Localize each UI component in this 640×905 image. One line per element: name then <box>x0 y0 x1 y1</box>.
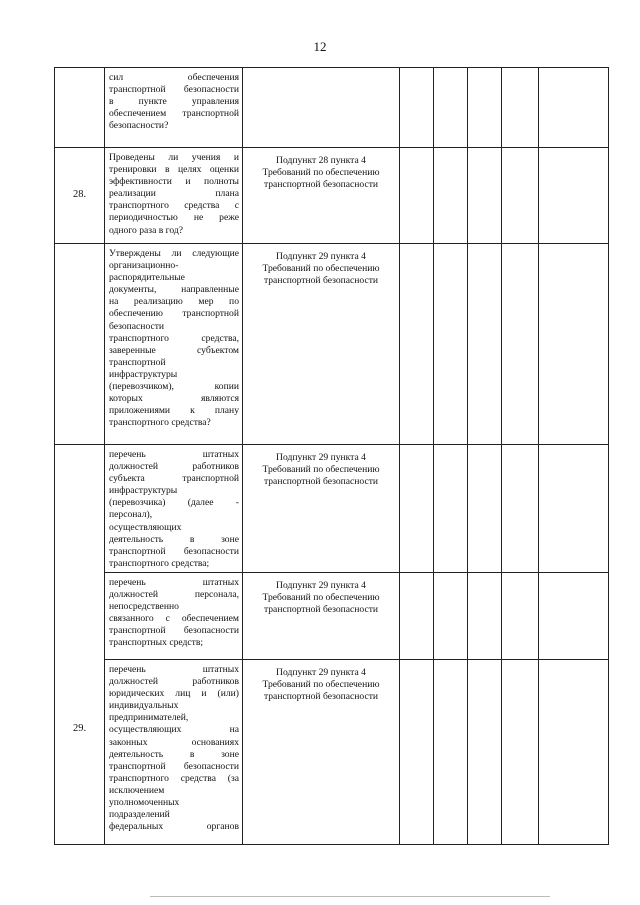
empty-cell <box>400 244 434 445</box>
question-text-line: Проведены ли учения и <box>109 152 239 163</box>
legal-basis-line <box>243 155 399 167</box>
scan-artifact-line <box>150 896 550 897</box>
question-text-line: Утверждены ли следующие <box>109 248 239 259</box>
question-text-line: деятельность в зоне <box>109 533 239 545</box>
row-number-cell <box>55 244 105 445</box>
checklist-table <box>54 67 609 845</box>
basis-item-number: 29 <box>318 666 329 678</box>
legal-basis-cell <box>243 68 400 148</box>
row-number-cell <box>55 68 105 148</box>
legal-basis-line: Требований по обеспечению <box>262 679 380 691</box>
question-text-line: подразделений <box>109 809 170 821</box>
question-text-line: осуществляющих <box>109 521 182 533</box>
basis-item-number: 28 <box>318 155 329 166</box>
question-text-line: которых являются <box>109 393 239 405</box>
empty-cell <box>539 572 609 659</box>
empty-cell <box>434 572 468 659</box>
question-text-line: юридических лиц и (или) <box>109 688 239 700</box>
question-cell <box>105 445 243 573</box>
question-text-line: непосредственно <box>109 601 179 613</box>
basis-clause: пункта 4 <box>330 666 366 678</box>
question-text-line: транспортного средства с <box>109 200 239 212</box>
question-text-line: перечень штатных <box>109 576 239 588</box>
question-text-line: деятельность в зоне <box>109 748 239 760</box>
basis-clause: пункта 4 <box>330 579 366 591</box>
empty-cell <box>400 659 434 844</box>
legal-basis-cell <box>243 445 400 573</box>
question-text-line: транспортных средств; <box>109 637 204 649</box>
question-cell <box>105 148 243 244</box>
row-number-cell <box>55 148 105 244</box>
table-row <box>55 445 609 573</box>
empty-cell <box>434 659 468 844</box>
legal-basis-line: Требований по обеспечению <box>262 592 380 604</box>
basis-clause: пункта 4 <box>330 155 366 166</box>
legal-basis-line <box>243 452 399 464</box>
empty-cell <box>502 445 539 573</box>
question-text-line: перечень штатных <box>109 449 239 460</box>
table-row <box>55 572 609 659</box>
legal-basis-line <box>243 580 399 592</box>
row-number-cell <box>55 445 105 845</box>
question-cell <box>105 659 243 844</box>
empty-cell <box>468 148 502 244</box>
empty-cell <box>502 572 539 659</box>
empty-cell <box>539 659 609 844</box>
empty-cell <box>434 68 468 148</box>
question-text-line: транспортного средства; <box>109 557 210 569</box>
question-text-line: должностей работников <box>109 676 239 688</box>
question-text-line: обеспечению транспортной <box>109 308 239 320</box>
empty-cell <box>468 68 502 148</box>
empty-cell <box>539 445 609 573</box>
legal-basis-line: транспортной безопасности <box>263 275 379 287</box>
basis-word: Подпункт <box>276 666 317 678</box>
empty-cell <box>502 244 539 445</box>
question-text-line: должностей персонала, <box>109 589 239 601</box>
question-cell <box>105 244 243 445</box>
question-text-line: субъекта транспортной <box>109 473 239 485</box>
empty-cell <box>539 148 609 244</box>
question-text-line: распорядительные <box>109 272 185 284</box>
empty-cell <box>539 244 609 445</box>
question-text-line: (перевозчиком), копии <box>109 381 239 393</box>
empty-cell <box>434 148 468 244</box>
legal-basis-cell <box>243 244 400 445</box>
question-text-line: обеспечением транспортной <box>109 108 239 120</box>
legal-basis-line <box>243 667 399 679</box>
question-text-line: тренировки в целях оценки <box>109 164 239 176</box>
question-text-line: исключением <box>109 784 165 796</box>
legal-basis-line: транспортной безопасности <box>263 691 379 703</box>
question-text-line: осуществляющих на <box>109 724 239 736</box>
empty-cell <box>400 572 434 659</box>
question-text-line: законных основаниях <box>109 736 239 748</box>
legal-basis-line: транспортной безопасности <box>263 179 379 191</box>
row-number: 29. <box>72 723 87 735</box>
question-text-line: реализации плана <box>109 188 239 200</box>
question-text-line: транспортного средства, <box>109 332 239 344</box>
question-text-line: безопасности <box>109 320 165 332</box>
question-text-line: в пункте управления <box>109 96 239 108</box>
basis-item-number: 29 <box>318 452 329 463</box>
question-text-line: сил обеспечения <box>109 72 239 83</box>
basis-clause: пункта 4 <box>330 251 366 262</box>
legal-basis-line: Требований по обеспечению <box>262 263 380 275</box>
question-text-line: приложениями к плану <box>109 405 239 417</box>
question-text-line: транспортной <box>109 356 166 368</box>
legal-basis-line <box>243 251 399 263</box>
question-cell <box>105 572 243 659</box>
legal-basis-line: транспортной безопасности <box>263 476 379 488</box>
empty-cell <box>468 659 502 844</box>
empty-cell <box>434 244 468 445</box>
basis-word: Подпункт <box>276 155 317 166</box>
question-text-line: периодичностью не реже <box>109 212 239 224</box>
table-row <box>55 148 609 244</box>
question-text-line: безопасности? <box>109 120 169 132</box>
question-text-line: (перевозчика) (далее - <box>109 497 239 509</box>
legal-basis-line: Требований по обеспечению <box>262 167 380 179</box>
question-text-line: на реализацию мер по <box>109 296 239 308</box>
question-text-line: транспортной безопасности <box>109 545 239 557</box>
question-text-line: документы, направленные <box>109 284 239 296</box>
empty-cell <box>468 445 502 573</box>
question-text-line: транспортного средства (за <box>109 772 239 784</box>
empty-cell <box>400 445 434 573</box>
table-body <box>55 68 609 845</box>
empty-cell <box>434 445 468 573</box>
question-text-line: предпринимателей, <box>109 712 189 724</box>
empty-cell <box>400 148 434 244</box>
question-text-line: должностей работников <box>109 461 239 473</box>
empty-cell <box>502 68 539 148</box>
empty-cell <box>400 68 434 148</box>
question-text-line: инфраструктуры <box>109 485 178 497</box>
empty-cell <box>502 659 539 844</box>
question-text-line: персонал), <box>109 509 153 521</box>
basis-word: Подпункт <box>276 579 317 591</box>
question-text-line: перечень штатных <box>109 663 239 675</box>
question-text-line: уполномоченных <box>109 796 180 808</box>
table-row <box>55 68 609 148</box>
legal-basis-cell <box>243 659 400 844</box>
page-number: 12 <box>313 39 327 54</box>
question-text-line: заверенные субъектом <box>109 344 239 356</box>
table-row <box>55 659 609 844</box>
legal-basis-cell <box>243 148 400 244</box>
question-text-line: эффективности и полноты <box>109 176 239 188</box>
legal-basis-line: Требований по обеспечению <box>262 464 380 476</box>
question-text-line: связанного с обеспечением <box>109 613 239 625</box>
question-text-line: транспортного средства? <box>109 417 211 429</box>
question-text-line: инфраструктуры <box>109 368 178 380</box>
basis-item-number: 29 <box>318 251 329 262</box>
question-text-line: транспортной безопасности <box>109 625 239 637</box>
question-text-line: федеральных органов <box>109 821 239 833</box>
basis-word: Подпункт <box>276 251 317 262</box>
basis-clause: пункта 4 <box>330 452 366 463</box>
basis-item-number: 29 <box>318 579 329 591</box>
question-text-line: транспортной безопасности <box>109 84 239 96</box>
basis-word: Подпункт <box>276 452 317 463</box>
question-text-line: одного раза в год? <box>109 224 184 236</box>
empty-cell <box>468 244 502 445</box>
question-text-line: организационно- <box>109 260 179 272</box>
legal-basis-line: транспортной безопасности <box>263 604 379 616</box>
empty-cell <box>468 572 502 659</box>
question-text-line: индивидуальных <box>109 700 179 712</box>
empty-cell <box>539 68 609 148</box>
question-cell <box>105 68 243 148</box>
question-text-line: транспортной безопасности <box>109 760 239 772</box>
legal-basis-cell <box>243 572 400 659</box>
table-row <box>55 244 609 445</box>
empty-cell <box>502 148 539 244</box>
row-number: 28. <box>72 189 87 201</box>
